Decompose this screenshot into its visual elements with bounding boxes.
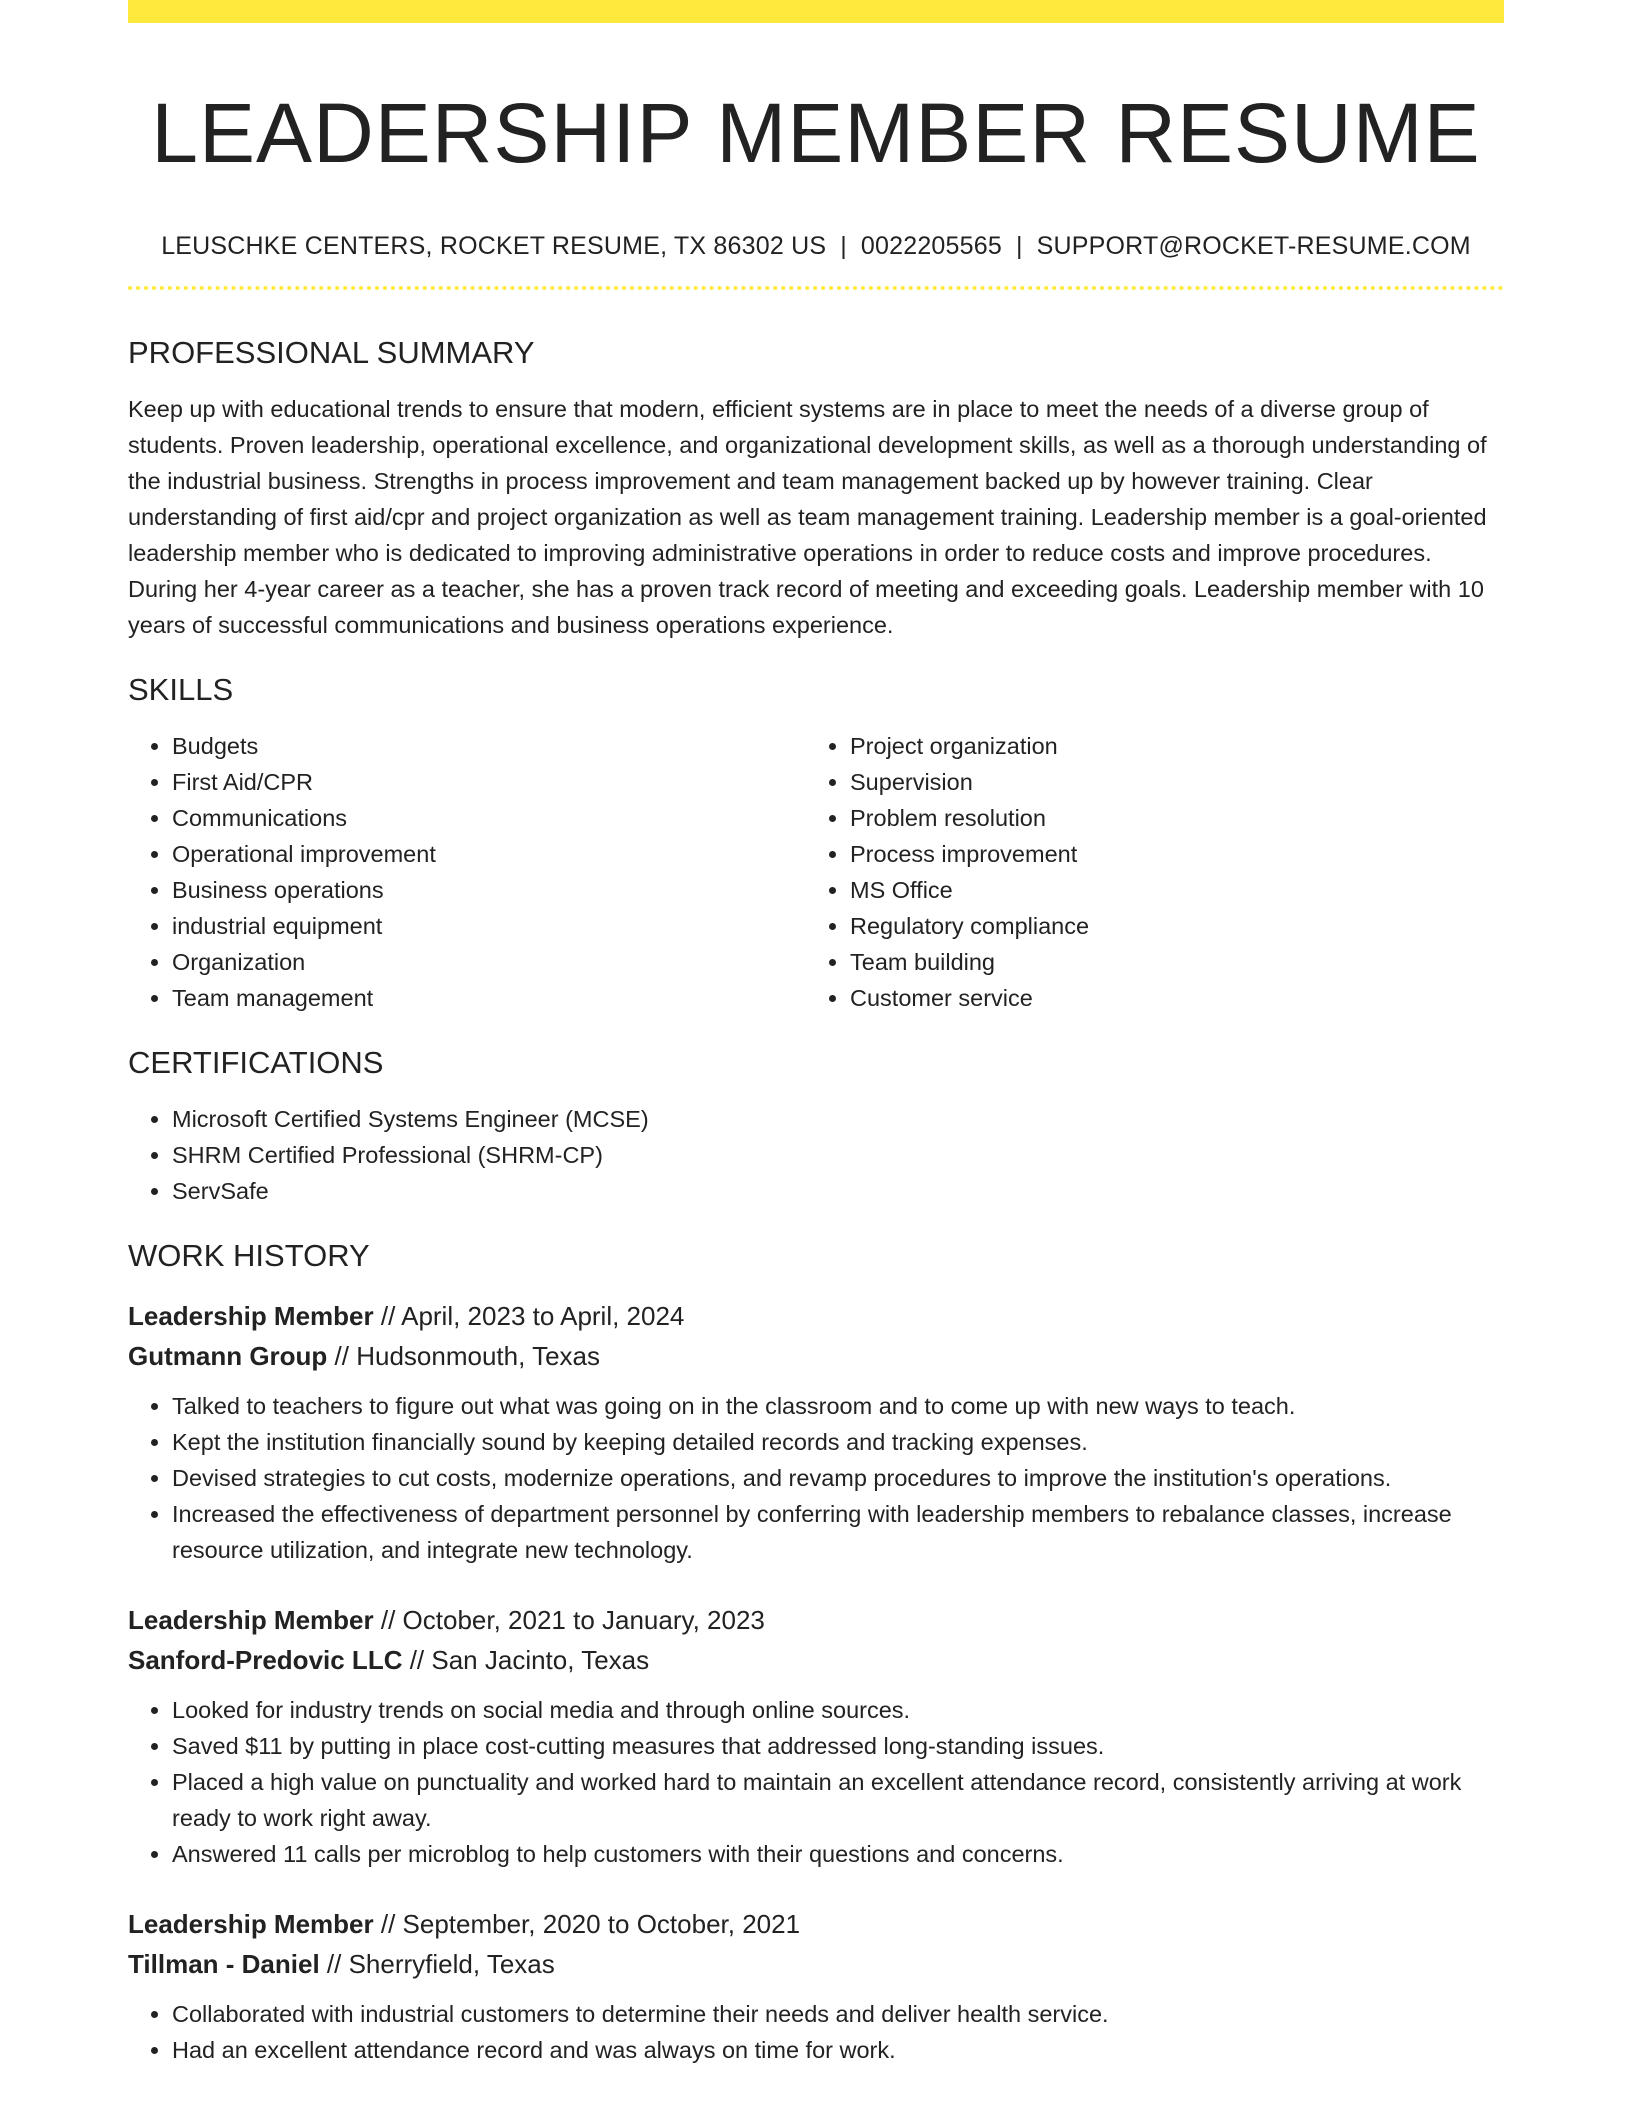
skill-item: • Customer service [850, 980, 1484, 1016]
job-entry [128, 1904, 1504, 2068]
skill-item: • Regulatory compliance [850, 908, 1484, 944]
top-accent-bar [128, 0, 1504, 23]
job-location: // Sherryfield, Texas [319, 1949, 555, 1979]
job-title-line [128, 1904, 1504, 1944]
job-company-line [128, 1336, 1504, 1376]
job-company: Sanford-Predovic LLC [128, 1645, 403, 1675]
job-location: // Hudsonmouth, Texas [327, 1341, 600, 1371]
job-location: // San Jacinto, Texas [402, 1645, 650, 1675]
skills-right-list [806, 728, 1484, 1016]
work-history-heading: WORK HISTORY [128, 1238, 370, 1273]
dotted-divider [128, 286, 1504, 290]
skills-heading: SKILLS [128, 672, 234, 707]
contact-address: LEUSCHKE CENTERS, ROCKET RESUME, TX 86302 US [161, 232, 827, 260]
job-bullet: • Placed a high value on punctuality and worked hard to maintain an excellent attendance record, consistently arriving at work ready to work right away. [172, 1764, 1504, 1836]
job-dates: // September, 2020 to October, 2021 [373, 1909, 801, 1939]
job-title: Leadership Member [128, 1301, 374, 1331]
skill-item: • Team management [172, 980, 806, 1016]
skill-item: • Team building [850, 944, 1484, 980]
skill-item: • Problem resolution [850, 800, 1484, 836]
summary-heading: PROFESSIONAL SUMMARY [128, 335, 535, 370]
job-bullet: • Had an excellent attendance record and was always on time for work. [172, 2032, 1504, 2068]
job-entry [128, 1296, 1504, 1568]
job-dates: // April, 2023 to April, 2024 [373, 1301, 685, 1331]
job-bullet: • Devised strategies to cut costs, modernize operations, and revamp procedures to improve the institution's operations. [172, 1460, 1504, 1496]
job-company-line [128, 1640, 1504, 1680]
job-bullets [128, 1996, 1504, 2068]
contact-separator: | [1015, 232, 1023, 260]
job-company: Tillman - Daniel [128, 1949, 320, 1979]
resume-title: LEADERSHIP MEMBER RESUME [151, 86, 1481, 180]
job-entry [128, 1600, 1504, 1872]
job-bullet: • Looked for industry trends on social media and through online sources. [172, 1692, 1504, 1728]
job-title: Leadership Member [128, 1909, 374, 1939]
certification-item: • SHRM Certified Professional (SHRM-CP) [172, 1137, 1504, 1173]
contact-email: SUPPORT@ROCKET-RESUME.COM [1036, 232, 1471, 260]
contact-separator: | [840, 232, 847, 260]
job-title-line [128, 1600, 1504, 1640]
job-title-line [128, 1296, 1504, 1336]
skill-item: • Operational improvement [172, 836, 806, 872]
skill-item: • First Aid/CPR [172, 764, 806, 800]
certifications-heading: CERTIFICATIONS [128, 1045, 384, 1080]
skill-item: • Organization [172, 944, 806, 980]
job-company: Gutmann Group [128, 1341, 328, 1371]
certifications-list [128, 1101, 1504, 1209]
skill-item: • Process improvement [850, 836, 1484, 872]
job-bullet: • Talked to teachers to figure out what was going on in the classroom and to come up with new ways to teach. [172, 1388, 1504, 1424]
job-bullets [128, 1692, 1504, 1872]
skills-left-list [128, 728, 806, 1016]
job-bullet: • Collaborated with industrial customers to determine their needs and deliver health service. [172, 1996, 1504, 2032]
skill-item: • Supervision [850, 764, 1484, 800]
job-bullet: • Increased the effectiveness of department personnel by conferring with leadership members to rebalance classes, increase resource utilization, and integrate new technology. [172, 1496, 1504, 1568]
job-dates: // October, 2021 to January, 2023 [373, 1605, 765, 1635]
job-bullet: • Kept the institution financially sound by keeping detailed records and tracking expenses. [172, 1424, 1504, 1460]
skill-item: • MS Office [850, 872, 1484, 908]
certification-item: • Microsoft Certified Systems Engineer (MCSE) [172, 1101, 1504, 1137]
skill-item: • Business operations [172, 872, 806, 908]
summary-text: Keep up with educational trends to ensure that modern, efficient systems are in place to meet the needs of a diverse group of students. Proven leadership, operational excellence, and organizational development skills, as well as a thorough understanding of the industrial business. Strengths in process improvement and team management backed up by however training. Clear understanding of first aid/cpr and project organization as well as team management training. Leadership member is a goal-oriented leadership member who is dedicated to improving administrative operations in order to reduce costs and improve procedures. During her 4-year career as a teacher, she has a proven track record of meeting and exceeding goals. Leadership member with 10 years of successful communications and business operations experience. [128, 396, 1487, 638]
resume-page [128, 0, 1504, 2068]
job-bullet: • Answered 11 calls per microblog to help customers with their questions and concerns. [172, 1836, 1504, 1872]
skill-item: • Communications [172, 800, 806, 836]
skills-columns [128, 728, 1504, 1016]
job-bullets [128, 1388, 1504, 1568]
skill-item: • industrial equipment [172, 908, 806, 944]
certification-item: • ServSafe [172, 1173, 1504, 1209]
skill-item: • Budgets [172, 728, 806, 764]
skill-item: • Project organization [850, 728, 1484, 764]
job-bullet: • Saved $11 by putting in place cost-cutting measures that addressed long-standing issues. [172, 1728, 1504, 1764]
contact-line [128, 229, 1504, 263]
job-title: Leadership Member [128, 1605, 374, 1635]
contact-phone: 0022205565 [860, 232, 1002, 260]
job-company-line [128, 1944, 1504, 1984]
